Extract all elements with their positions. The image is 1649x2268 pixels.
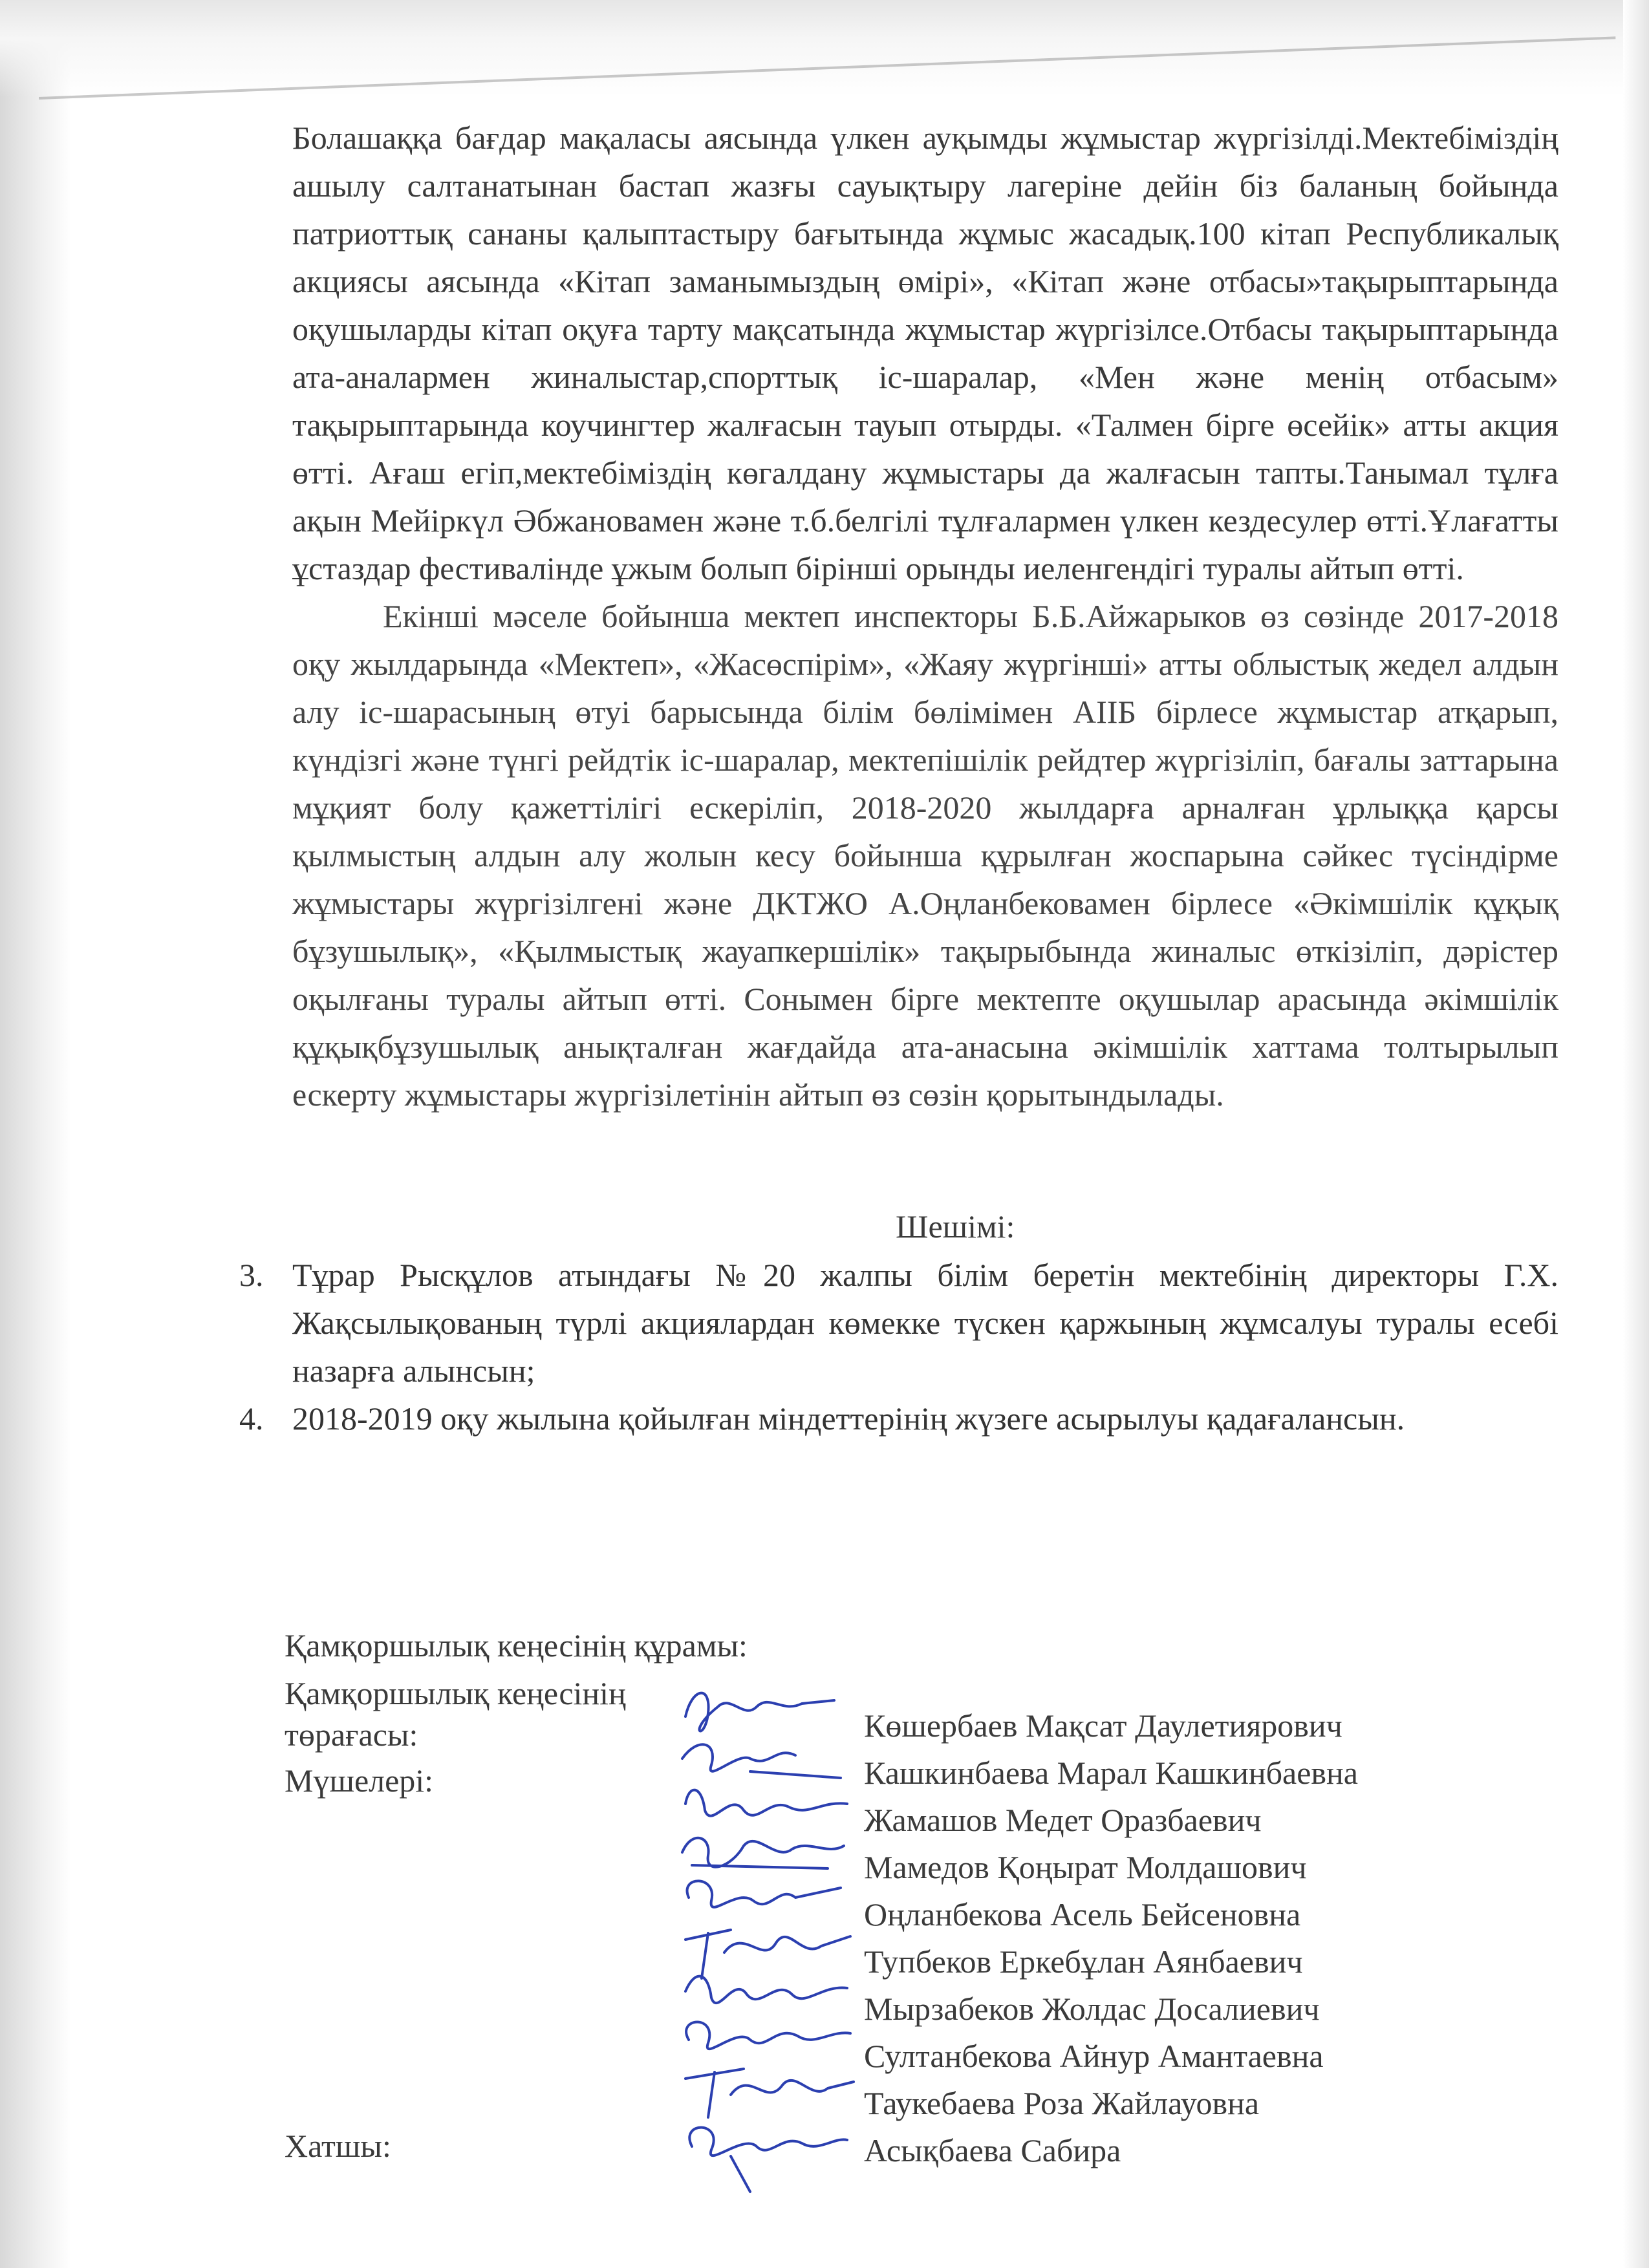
member-name: Оңланбекова Асель Бейсеновна xyxy=(864,1896,1301,1932)
secretary-label: Хатшы: xyxy=(285,2128,391,2164)
signature-7 xyxy=(685,1976,847,2004)
signature-2 xyxy=(682,1744,841,1778)
member-name: Көшербаев Мақсат Даулетиярович xyxy=(864,1707,1342,1744)
signature-3 xyxy=(685,1790,847,1816)
signature-10 xyxy=(689,2128,847,2192)
member-name: Асықбаева Сабира xyxy=(864,2132,1121,2168)
council-composition-title: Қамқоршылық кеңесінің құрамы: xyxy=(285,1627,748,1664)
decision-item xyxy=(239,1395,1558,1442)
member-name: Кашкинбаева Марал Кашкинбаевна xyxy=(864,1755,1358,1791)
member-name: Султанбекова Айнур Амантаевна xyxy=(864,2038,1324,2074)
decision-list xyxy=(239,1251,1558,1442)
decision-text: 2018-2019 оқу жылына қойылған міндеттерінің жүзеге асырылуы қадағалансын. xyxy=(292,1400,1405,1437)
decision-number: 3. xyxy=(239,1257,264,1293)
signature-6 xyxy=(685,1930,850,1978)
paragraph-1: Болашаққа бағдар мақаласы аясында үлкен ауқымды жұмыстар жүргізілді.Мектебіміздің ашылу салтанатынан бастап жазғы сауықтыру лагеріне дейін біз баланың бойында патриоттық сананы қалыптастыру бағытында жұмыс жасадық.100 кітап Республикалық акциясы аясында «Кітап заманымыздың өмірі», «Кітап және отбасы»тақырыптарында оқушыларды кітап оқуға тарту мақсатында жұмыстар жүргізілсе.Отбасы тақырыптарында ата-аналармен жиналыстар,спорттық іс-шаралар, «Мен және менің отбасым» тақырыптарында коучингтер жалғасын тауып отырды. «Талмен бірге өсейік» атты акция өтті. Ағаш егіп,мектебіміздің көгалдану жұмыстары да жалғасын тапты.Танымал тұлға ақын Мейіркүл Әбжановамен және т.б.белгілі тұлғалармен үлкен кездесулер өтті.Ұлағатты ұстаздар фестивалінде ұжым болып бірінші орынды иеленгендігі туралы айтып өтті. xyxy=(292,120,1558,586)
paragraph-2: Екінші мәселе бойынша мектеп инспекторы Б.Б.Айжарыков өз сөзінде 2017-2018 оқу жылдарында «Мектеп», «Жасөспірім», «Жаяу жүргінші» атты облыстық жедел алдын алу іс-шарасының өтуі барысында білім бөлімімен АІІБ бірлесе жұмыстар атқарып, күндізгі және түнгі рейдтік іс-шаралар, мектепішілік рейдтер жүргізіліп, бағалы заттарына мұқият болу қажеттілігі ескеріліп, 2018-2020 жылдарға арналған ұрлыққа қарсы қылмыстың алдын алу жолын кесу бойынша құрылған жоспарына сәйкес түсіндірме жұмыстары жүргізілгені және ДКТЖО А.Оңланбековамен бірлесе «Әкімшілік құқық бұзушылық», «Қылмыстық жауапкершілік» тақырыбында жиналыс өткізіліп, дәрістер оқылғаны туралы айтып өтті. Сонымен бірге мектепте оқушылар арасында әкімшілік құқықбұзушылық анықталған жағдайда ата-анасына әкімшілік хаттама толтырылып ескерту жұмыстары жүргізілетінін айтып өз сөзін қорытындылады. xyxy=(292,598,1558,1113)
decision-number: 4. xyxy=(239,1400,264,1437)
signatures-column xyxy=(673,1681,867,2211)
member-name: Тупбеков Еркебұлан Аянбаевич xyxy=(864,1943,1303,1980)
signature-5 xyxy=(687,1881,841,1907)
member-name: Таукебаева Роза Жайлауовна xyxy=(864,2085,1260,2121)
chair-label-line1: Қамқоршылық кеңесінің xyxy=(285,1675,626,1711)
member-name: Мамедов Қоңырат Молдашович xyxy=(864,1849,1307,1885)
signature-4 xyxy=(682,1838,844,1868)
minutes-body xyxy=(292,114,1558,1118)
handwritten-signatures xyxy=(673,1681,867,2211)
members-label: Мүшелері: xyxy=(285,1762,434,1799)
chair-label: төрағасы: xyxy=(285,1717,418,1753)
member-name: Мырзабеков Жолдас Досалиевич xyxy=(864,1991,1320,2027)
signature-1 xyxy=(685,1693,834,1731)
signature-8 xyxy=(686,2022,850,2049)
signature-9 xyxy=(685,2069,854,2117)
decision-title: Шешімі: xyxy=(896,1208,1015,1245)
decision-item xyxy=(239,1251,1558,1395)
decision-text: Тұрар Рысқұлов атындағы №20 жалпы білім беретін мектебінің директоры Г.Х. Жақсылықованың түрлі акциялардан көмекке түскен қаржының жұмсалуы туралы есебі назарға алынсын; xyxy=(292,1257,1558,1389)
member-name: Жамашов Медет Оразбаевич xyxy=(864,1802,1262,1838)
member-list xyxy=(864,1702,1358,2174)
